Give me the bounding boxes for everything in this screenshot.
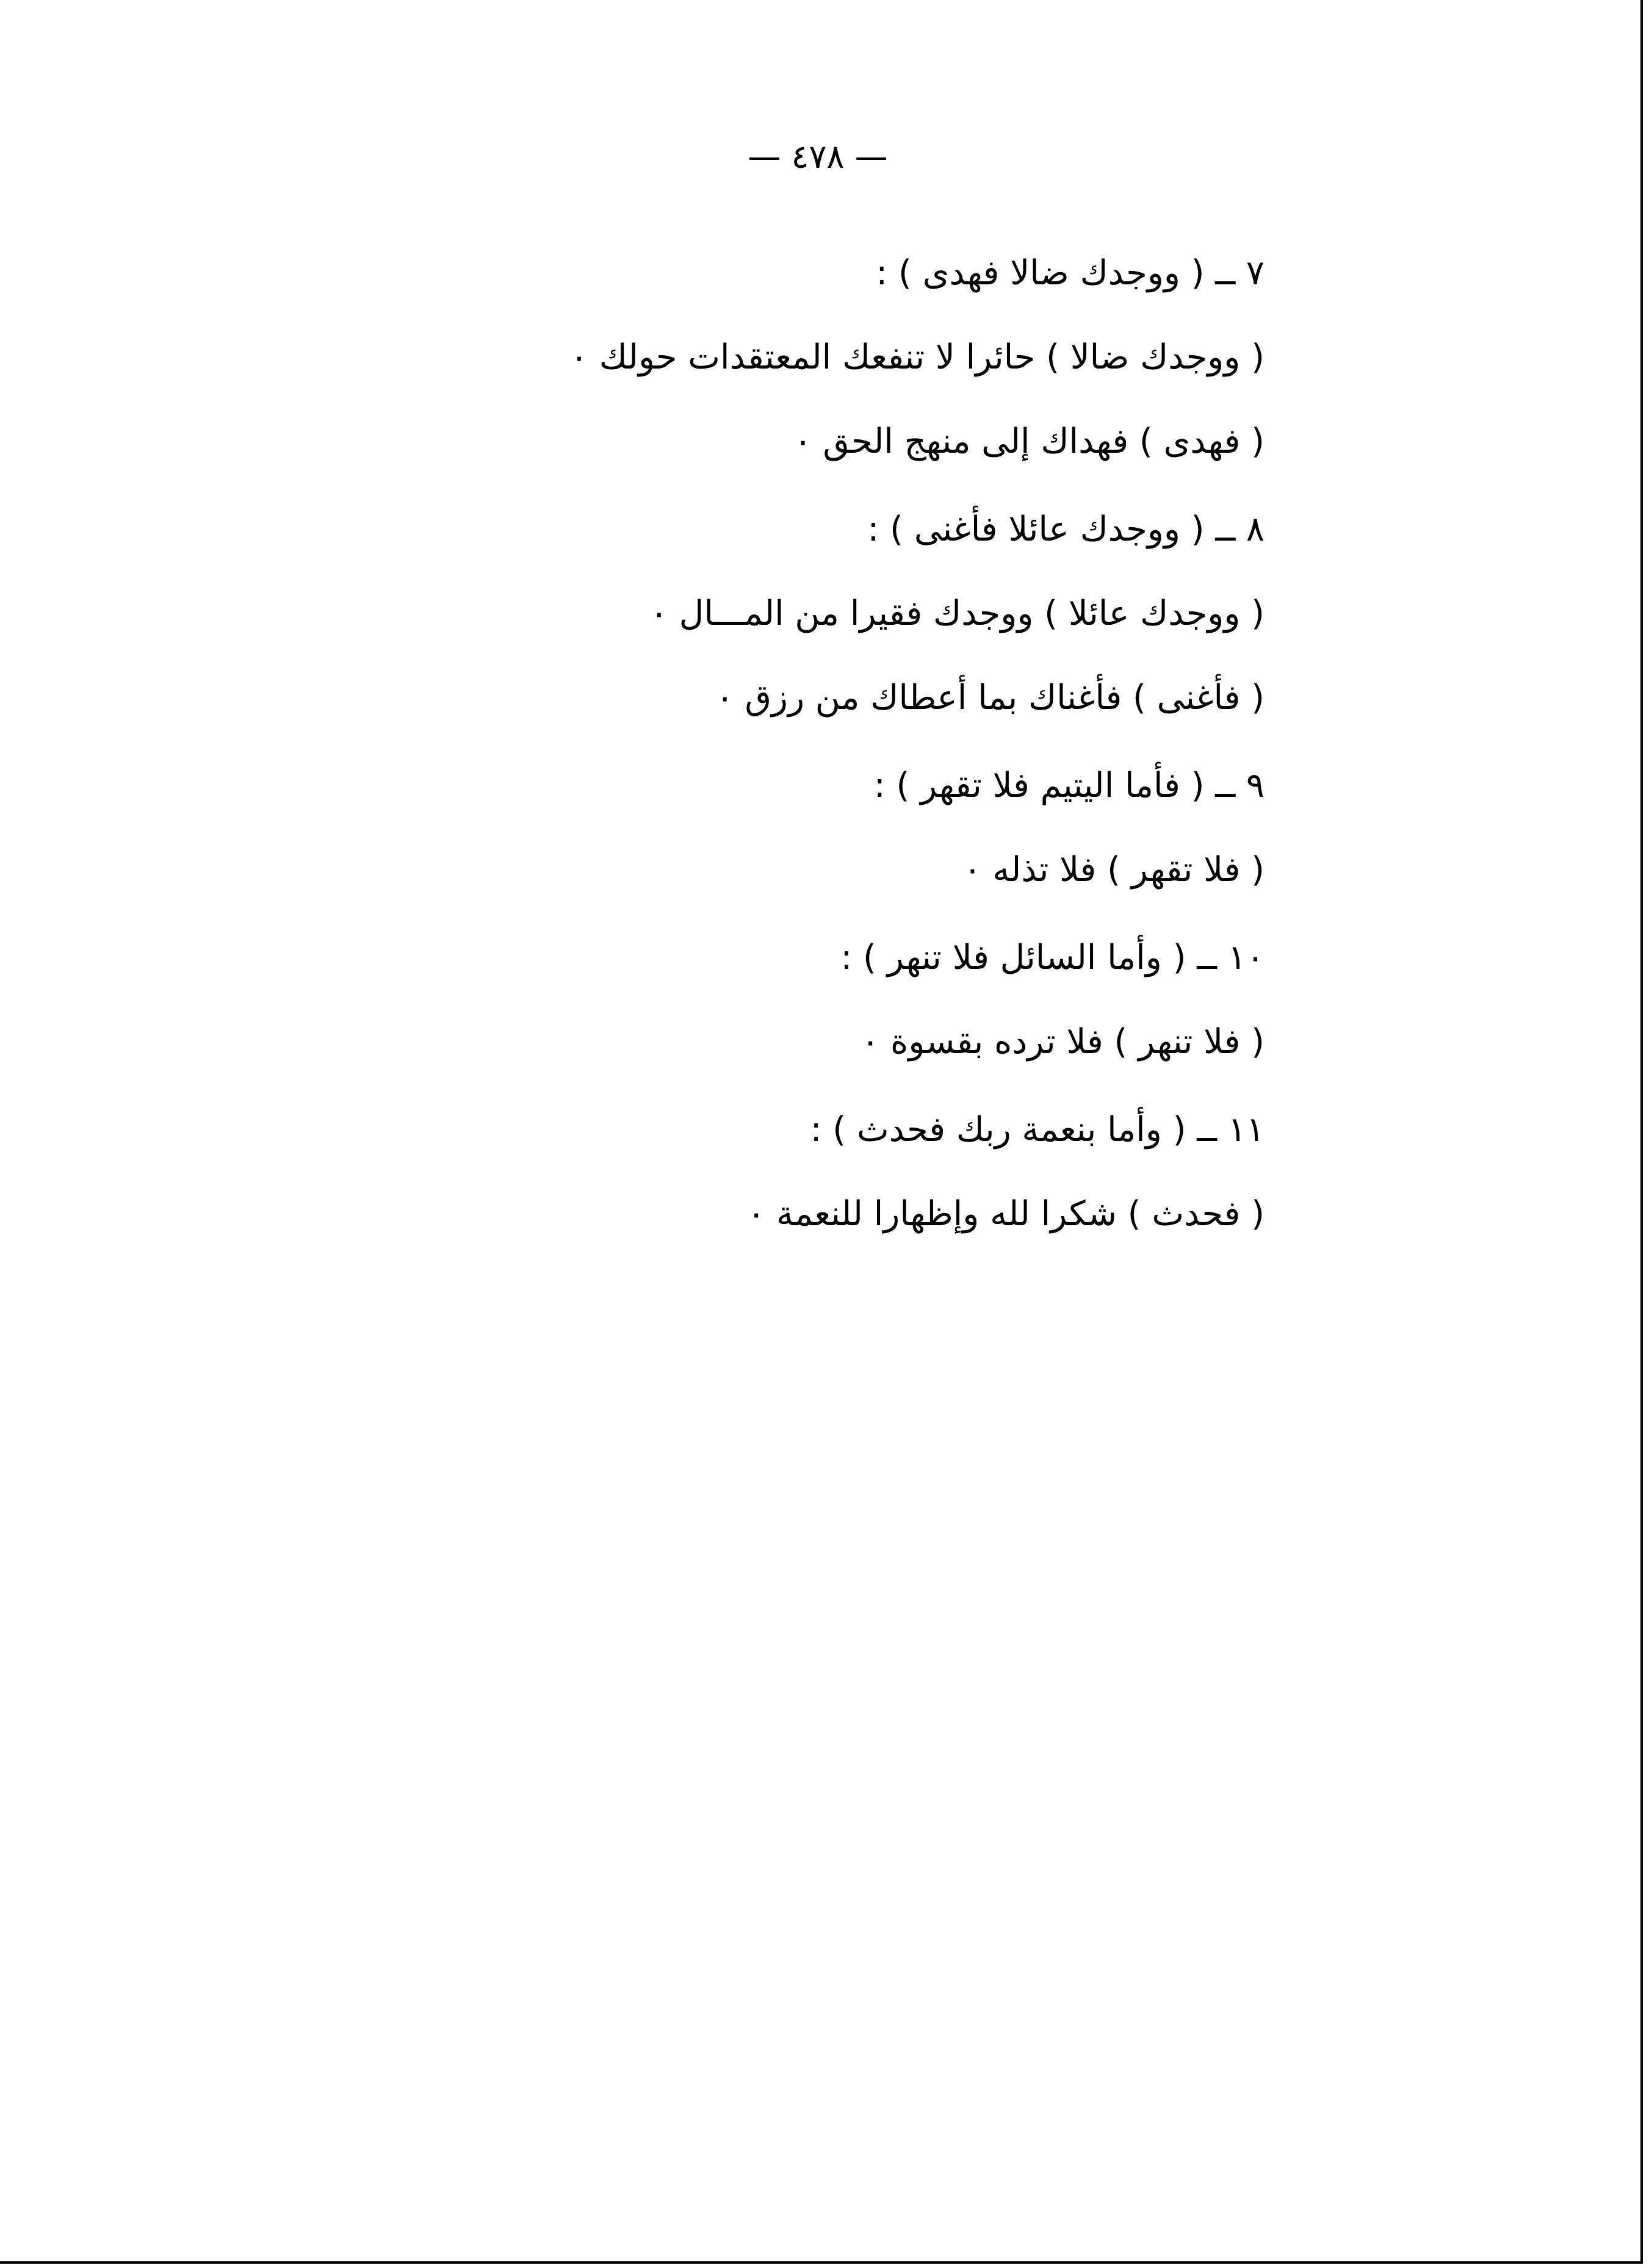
gloss-line: ( فحدث ) شكرا لله وإظهارا للنعمة ٠ <box>747 1194 1265 1234</box>
tafsir-text <box>288 244 1265 1244</box>
gloss-line: ( فهدى ) فهداك إلى منهج الحق ٠ <box>793 422 1265 461</box>
gloss-line: ( ووجدك ضالا ) حائرا لا تنفعك المعتقدات حولك ٠ <box>569 337 1265 377</box>
verse-line-9: ٩ ــ ( فأما اليتيم فلا تقهر ) : <box>873 766 1265 805</box>
gloss-line: ( فلا تقهر ) فلا تذله ٠ <box>963 850 1265 890</box>
verse-line-7: ٧ ــ ( ووجدك ضالا فهدى ) : <box>876 253 1265 293</box>
page-number: — ٤٧٨ — <box>748 137 888 176</box>
gloss-line: ( فأغنى ) فأغناك بما أعطاك من رزق ٠ <box>715 678 1265 718</box>
gloss-line: ( فلا تنهر ) فلا ترده بقسوة ٠ <box>861 1022 1265 1062</box>
verse-line-10: ١٠ ــ ( وأما السائل فلا تنهر ) : <box>840 938 1265 977</box>
verse-line-11: ١١ ــ ( وأما بنعمة ربك فحدث ) : <box>810 1110 1265 1150</box>
verse-line-8: ٨ ــ ( ووجدك عائلا فأغنى ) : <box>867 509 1265 549</box>
gloss-line: ( ووجدك عائلا ) ووجدك فقيرا من المـــال ٠ <box>649 594 1265 633</box>
